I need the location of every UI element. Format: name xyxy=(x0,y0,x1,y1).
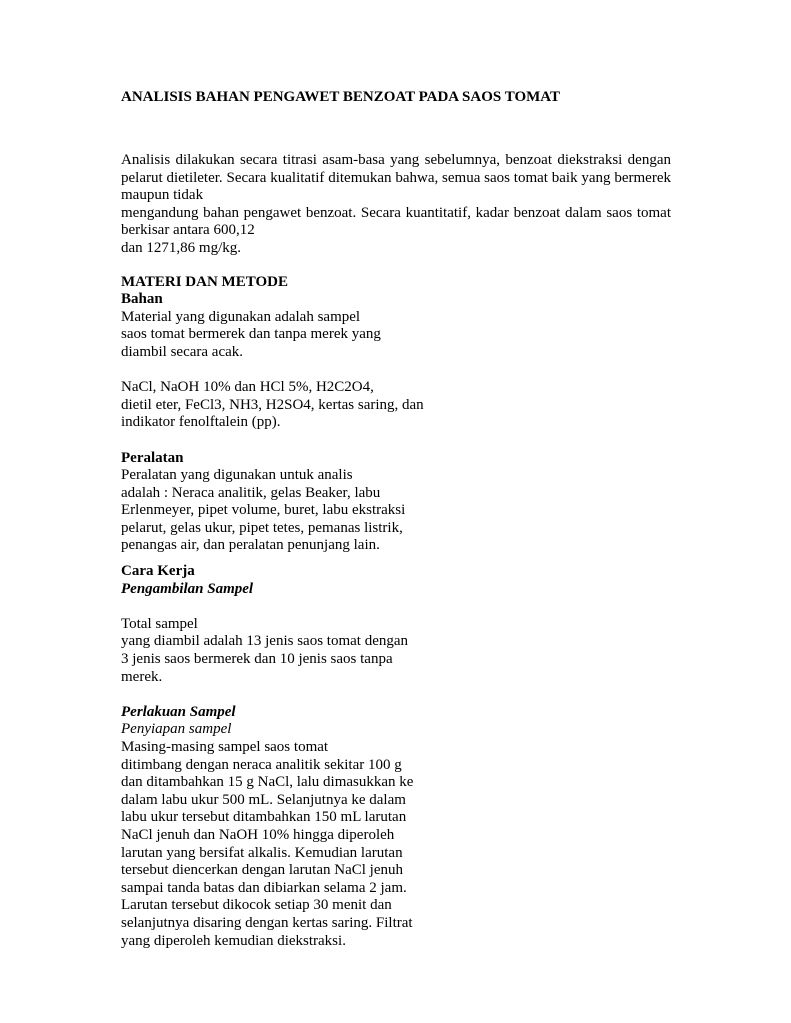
body-line: penangas air, dan peralatan penunjang lain. xyxy=(121,537,380,554)
abstract-line: berkisar antara 600,12 xyxy=(121,222,255,239)
body-line: labu ukur tersebut ditambahkan 150 mL larutan xyxy=(121,809,407,826)
body-line: dietil eter, FeCl3, NH3, H2SO4, kertas saring, dan xyxy=(121,396,424,413)
body-line: diambil secara acak. xyxy=(121,343,244,360)
body-line: merek. xyxy=(121,668,163,685)
body-line: dalam labu ukur 500 mL. Selanjutnya ke dalam xyxy=(121,791,406,808)
subheading-cara-kerja: Cara Kerja xyxy=(121,563,195,580)
document-title: ANALISIS BAHAN PENGAWET BENZOAT PADA SAOS TOMAT xyxy=(121,89,560,105)
subheading-bahan: Bahan xyxy=(121,291,163,308)
body-line: Masing-masing sampel saos tomat xyxy=(121,739,329,755)
abstract-line: mengandung bahan pengawet benzoat. Secara kuantitatif, kadar benzoat dalam saos tomat xyxy=(121,204,671,221)
body-line: NaCl, NaOH 10% dan HCl 5%, H2C2O4, xyxy=(121,379,374,396)
body-line: Total sampel xyxy=(121,615,198,632)
body-line: Larutan tersebut dikocok setiap 30 menit dan xyxy=(121,897,392,914)
body-line: ditimbang dengan neraca analitik sekitar 100 g xyxy=(121,756,402,773)
body-line: sampai tanda batas dan dibiarkan selama 2 jam. xyxy=(121,879,407,896)
body-line: adalah : Neraca analitik, gelas Beaker, labu xyxy=(121,484,381,501)
body-line: yang diperoleh kemudian diekstraksi. xyxy=(121,932,346,949)
section-heading-materi: MATERI DAN METODE xyxy=(121,273,288,290)
abstract-line: maupun tidak xyxy=(121,187,204,204)
body-line: saos tomat bermerek dan tanpa merek yang xyxy=(121,326,381,343)
abstract-line: Analisis dilakukan secara titrasi asam-basa yang sebelumnya, benzoat diekstraksi dengan xyxy=(121,152,671,168)
body-line: 3 jenis saos bermerek dan 10 jenis saos tanpa xyxy=(121,651,393,668)
body-line: tersebut diencerkan dengan larutan NaCl jenuh xyxy=(121,862,403,879)
body-line: selanjutnya disaring dengan kertas saring. Filtrat xyxy=(121,914,413,931)
abstract-line: dan 1271,86 mg/kg. xyxy=(121,239,241,256)
subheading-penyiapan-sampel: Penyiapan sampel xyxy=(121,721,232,738)
body-line: Peralatan yang digunakan untuk analis xyxy=(121,467,353,484)
body-line: dan ditambahkan 15 g NaCl, lalu dimasukkan ke xyxy=(121,774,414,791)
body-line: yang diambil adalah 13 jenis saos tomat dengan xyxy=(121,633,409,650)
body-line: Erlenmeyer, pipet volume, buret, labu ekstraksi xyxy=(121,502,406,519)
body-line: Material yang digunakan adalah sampel xyxy=(121,308,361,325)
subheading-peralatan: Peralatan xyxy=(121,449,184,466)
body-line: NaCl jenuh dan NaOH 10% hingga diperoleh xyxy=(121,826,395,843)
abstract xyxy=(121,152,671,950)
body-line: larutan yang bersifat alkalis. Kemudian larutan xyxy=(121,844,403,861)
subheading-pengambilan-sampel: Pengambilan Sampel xyxy=(121,580,254,597)
abstract-line: pelarut dietileter. Secara kualitatif ditemukan bahwa, semua saos tomat baik yang bermerek xyxy=(121,169,671,186)
body-line: pelarut, gelas ukur, pipet tetes, pemanas listrik, xyxy=(121,519,403,536)
subheading-perlakuan-sampel: Perlakuan Sampel xyxy=(121,703,236,720)
body-line: indikator fenolftalein (pp). xyxy=(121,414,281,431)
